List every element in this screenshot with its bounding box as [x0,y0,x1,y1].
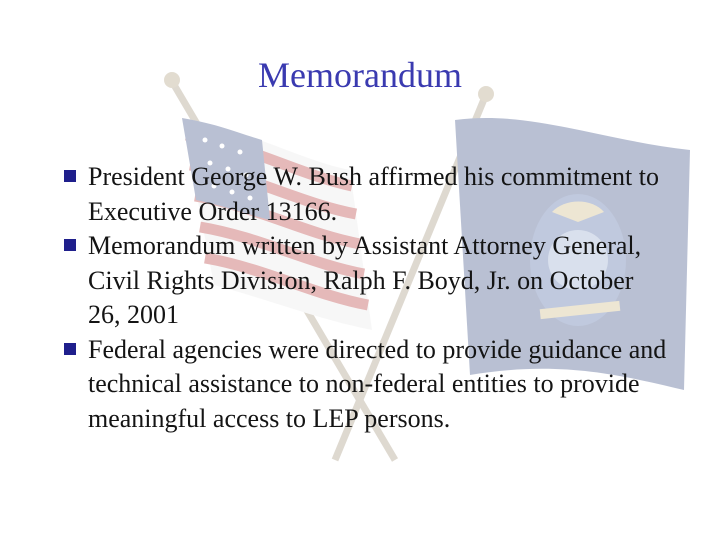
square-bullet-icon [64,239,76,251]
bullet-item [62,229,672,333]
bullet-list [62,160,672,436]
bullet-text: President George W. Bush affirmed his commitment to Executive Order 13166. [88,162,659,226]
square-bullet-icon [64,343,76,355]
bullet-item [62,333,672,437]
bullet-text: Federal agencies were directed to provide guidance and technical assistance to non-federal entities to provide meaningful access to LEP persons. [88,334,667,433]
bullet-text: Memorandum written by Assistant Attorney General, Civil Rights Division, Ralph F. Boyd, Jr. on October 26, 2001 [88,231,642,329]
slide-title: Memorandum [258,55,462,95]
bullet-item [62,160,672,229]
square-bullet-icon [64,170,76,182]
